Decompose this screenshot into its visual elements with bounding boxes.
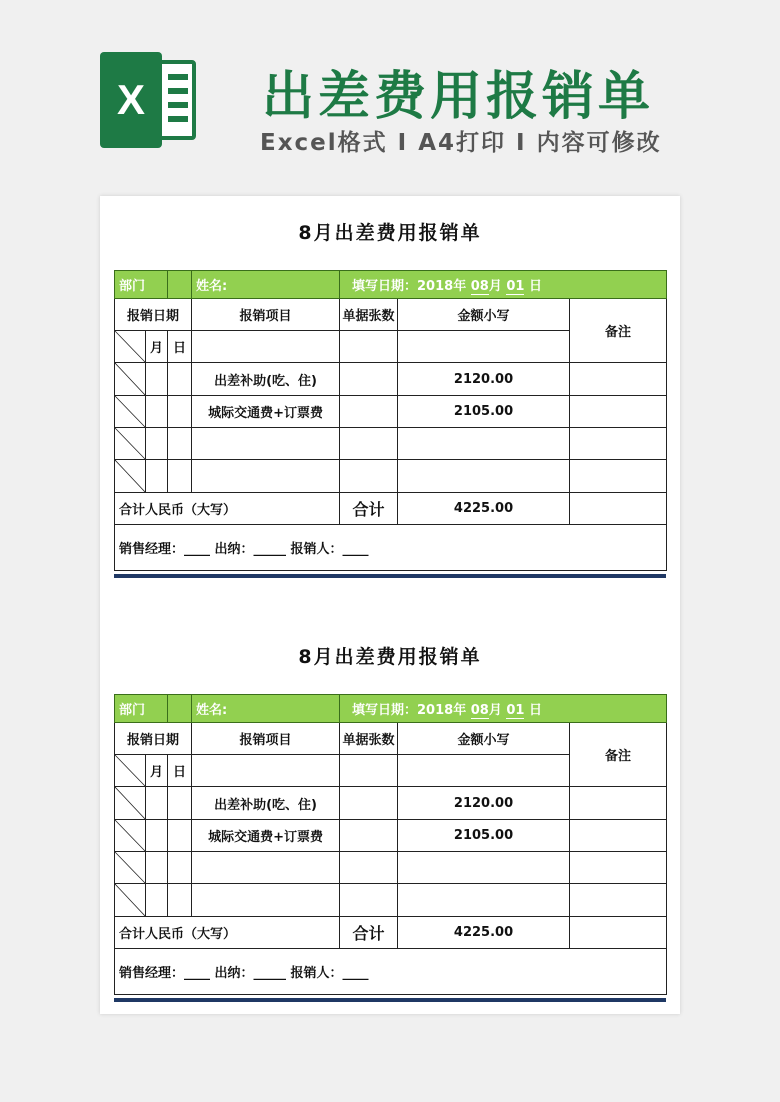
total-row	[115, 493, 667, 525]
diagonal-cell	[115, 820, 146, 852]
month-cell[interactable]	[146, 428, 168, 460]
col-header-receipts: 单据张数	[340, 723, 398, 755]
receipts-cell[interactable]	[340, 787, 398, 820]
receipts-cell[interactable]	[340, 331, 398, 363]
table-row	[115, 820, 667, 852]
hero-subtitle: Excel格式 Ⅰ A4打印 Ⅰ 内容可修改	[260, 130, 662, 156]
table-row	[115, 787, 667, 820]
day-cell[interactable]	[168, 787, 192, 820]
dept-label[interactable]: 部门	[115, 271, 168, 299]
table-row	[115, 363, 667, 396]
date-field[interactable]: 填写日期：2018年 08月 01 日	[340, 271, 667, 299]
signature-row	[115, 949, 667, 995]
col-header-receipts: 单据张数	[340, 299, 398, 331]
remark-cell[interactable]	[570, 428, 667, 460]
day-cell[interactable]	[168, 884, 192, 917]
table-row	[115, 428, 667, 460]
dept-label[interactable]: 部门	[115, 695, 168, 723]
diagonal-cell	[115, 363, 146, 396]
month-cell[interactable]	[146, 363, 168, 396]
receipts-cell[interactable]	[340, 396, 398, 428]
table-row	[115, 460, 667, 493]
item-cell[interactable]	[192, 428, 340, 460]
total-amount[interactable]: 4225.00	[398, 917, 570, 949]
expense-table	[114, 694, 667, 995]
remark-cell[interactable]	[570, 852, 667, 884]
total-remark-cell[interactable]	[570, 917, 667, 949]
col-header-amount: 金额小写	[398, 723, 570, 755]
day-cell[interactable]	[168, 363, 192, 396]
item-cell[interactable]	[192, 460, 340, 493]
amount-cell[interactable]	[398, 460, 570, 493]
form-title: 8月出差费用报销单	[298, 646, 482, 668]
item-cell[interactable]: 城际交通费+订票费	[192, 396, 340, 428]
table-row	[115, 852, 667, 884]
item-cell[interactable]	[192, 331, 340, 363]
col-header-date: 报销日期	[115, 299, 192, 331]
total-row	[115, 917, 667, 949]
month-cell[interactable]	[146, 852, 168, 884]
table-row	[115, 396, 667, 428]
amount-cell[interactable]	[398, 331, 570, 363]
table-row	[115, 884, 667, 917]
item-cell[interactable]	[192, 884, 340, 917]
total-amount[interactable]: 4225.00	[398, 493, 570, 525]
signature-row	[115, 525, 667, 571]
item-cell[interactable]: 出差补助(吃、住)	[192, 787, 340, 820]
col-header-remark: 备注	[570, 299, 667, 363]
hero-banner	[0, 0, 780, 190]
month-cell[interactable]	[146, 884, 168, 917]
remark-cell[interactable]	[570, 787, 667, 820]
diagonal-cell	[115, 755, 146, 787]
hero-title: 出差费用报销单	[262, 67, 655, 127]
name-label[interactable]: 姓名:	[192, 271, 340, 299]
dept-value-cell[interactable]	[168, 271, 192, 299]
remark-cell[interactable]	[570, 460, 667, 493]
header-row	[115, 695, 667, 723]
remark-cell[interactable]	[570, 884, 667, 917]
amount-cell[interactable]: 2120.00	[398, 363, 570, 396]
document-page	[100, 196, 680, 1014]
receipts-cell[interactable]	[340, 884, 398, 917]
col-header-month: 月	[146, 331, 168, 363]
month-cell[interactable]	[146, 396, 168, 428]
total-words-label: 合计人民币（大写）	[115, 493, 340, 525]
item-cell[interactable]: 出差补助(吃、住)	[192, 363, 340, 396]
col-header-date: 报销日期	[115, 723, 192, 755]
diagonal-cell	[115, 787, 146, 820]
remark-cell[interactable]	[570, 363, 667, 396]
day-cell[interactable]	[168, 852, 192, 884]
amount-cell[interactable]	[398, 755, 570, 787]
remark-cell[interactable]	[570, 820, 667, 852]
header-row	[115, 271, 667, 299]
day-cell[interactable]	[168, 460, 192, 493]
day-cell[interactable]	[168, 396, 192, 428]
month-cell[interactable]	[146, 820, 168, 852]
col-header-amount: 金额小写	[398, 299, 570, 331]
total-words-label: 合计人民币（大写）	[115, 917, 340, 949]
item-cell[interactable]	[192, 755, 340, 787]
dept-value-cell[interactable]	[168, 695, 192, 723]
name-label[interactable]: 姓名:	[192, 695, 340, 723]
diagonal-cell	[115, 460, 146, 493]
col-header-day: 日	[168, 331, 192, 363]
col-header-item: 报销项目	[192, 299, 340, 331]
item-cell[interactable]: 城际交通费+订票费	[192, 820, 340, 852]
signature-line[interactable]: 销售经理：____ 出纳：_____ 报销人：____	[115, 949, 667, 995]
form-title: 8月出差费用报销单	[298, 222, 482, 244]
receipts-cell[interactable]	[340, 852, 398, 884]
expense-table	[114, 270, 667, 571]
col-header-remark: 备注	[570, 723, 667, 787]
bottom-rule	[114, 574, 666, 578]
total-remark-cell[interactable]	[570, 493, 667, 525]
diagonal-cell	[115, 331, 146, 363]
diagonal-cell	[115, 396, 146, 428]
amount-cell[interactable]: 2105.00	[398, 820, 570, 852]
amount-cell[interactable]: 2105.00	[398, 396, 570, 428]
receipts-cell[interactable]	[340, 428, 398, 460]
total-label: 合计	[340, 917, 398, 949]
total-label: 合计	[340, 493, 398, 525]
diagonal-cell	[115, 884, 146, 917]
day-cell[interactable]	[168, 820, 192, 852]
receipts-cell[interactable]	[340, 755, 398, 787]
excel-logo-icon: X	[100, 52, 196, 148]
receipts-cell[interactable]	[340, 460, 398, 493]
bottom-rule	[114, 998, 666, 1002]
month-cell[interactable]	[146, 460, 168, 493]
amount-cell[interactable]	[398, 852, 570, 884]
date-field[interactable]: 填写日期：2018年 08月 01 日	[340, 695, 667, 723]
amount-cell[interactable]	[398, 428, 570, 460]
receipts-cell[interactable]	[340, 820, 398, 852]
item-cell[interactable]	[192, 852, 340, 884]
amount-cell[interactable]: 2120.00	[398, 787, 570, 820]
remark-cell[interactable]	[570, 396, 667, 428]
diagonal-cell	[115, 428, 146, 460]
amount-cell[interactable]	[398, 884, 570, 917]
month-cell[interactable]	[146, 787, 168, 820]
col-header-month: 月	[146, 755, 168, 787]
diagonal-cell	[115, 852, 146, 884]
day-cell[interactable]	[168, 428, 192, 460]
col-header-item: 报销项目	[192, 723, 340, 755]
signature-line[interactable]: 销售经理：____ 出纳：_____ 报销人：____	[115, 525, 667, 571]
col-header-day: 日	[168, 755, 192, 787]
receipts-cell[interactable]	[340, 363, 398, 396]
